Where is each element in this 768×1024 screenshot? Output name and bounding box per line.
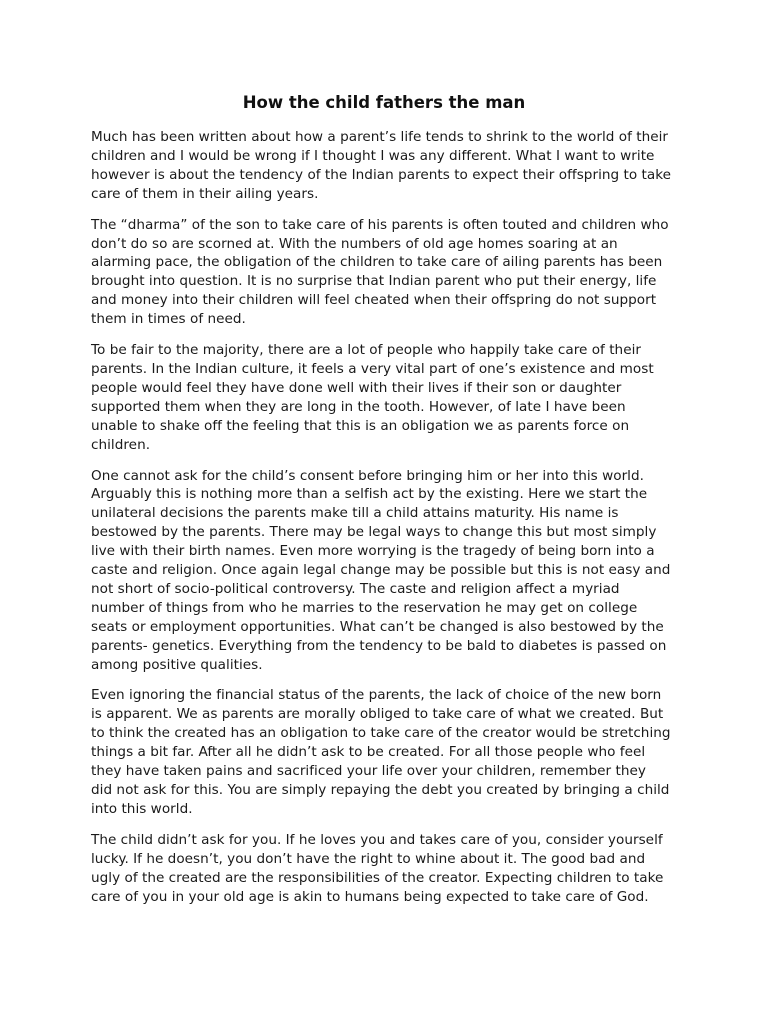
text-line: to think the created has an obligation to take care of the creator would be stretching: [91, 725, 671, 742]
text-line: parents. In the Indian culture, it feels a very vital part of one’s existence and most: [91, 360, 654, 377]
text-line: caste and religion. Once again legal change may be possible but this is not easy and: [91, 562, 671, 579]
text-line: Much has been written about how a parent’s life tends to shrink to the world of their: [91, 129, 669, 145]
text-line: people would feel they have done well with their lives if their son or daughter: [91, 379, 622, 396]
text-line: don’t do so are scorned at. With the numbers of old age homes soaring at an: [91, 235, 618, 252]
text-line: children and I would be wrong if I thought I was any different. What I want to write: [91, 147, 655, 164]
text-line: To be fair to the majority, there are a lot of people who happily take care of their: [91, 342, 641, 359]
text-line: care of them in their ailing years.: [91, 185, 319, 202]
text-line: bestowed by the parents. There may be legal ways to change this but most simply: [91, 524, 657, 541]
text-line: One cannot ask for the child’s consent before bringing him or her into this world.: [91, 467, 644, 484]
paragraph-5: [91, 686, 691, 818]
text-line: unable to shake off the feeling that this is an obligation we as parents force on: [91, 417, 630, 434]
text-line: supported them when they are long in the tooth. However, of late I have been: [91, 398, 626, 415]
text-line: is apparent. We as parents are morally obliged to take care of what we created. But: [91, 706, 664, 723]
document-body: [91, 128, 691, 918]
text-line: children.: [91, 436, 151, 453]
paragraph-6: [91, 831, 691, 907]
text-line: unilateral decisions the parents make till a child attains maturity. His name is: [91, 505, 619, 522]
document-title: How the child fathers the man: [242, 93, 526, 112]
text-line: they have taken pains and sacrificed your life over your children, remember they: [91, 763, 646, 780]
paragraph-2: [91, 216, 691, 329]
text-line: alarming pace, the obligation of the children to take care of ailing parents has been: [91, 254, 663, 271]
text-line: The “dharma” of the son to take care of his parents is often touted and children who: [91, 216, 669, 233]
text-line: into this world.: [91, 800, 193, 817]
text-line: ugly of the created are the responsibilities of the creator. Expecting children to take: [91, 869, 664, 886]
text-line: however is about the tendency of the Indian parents to expect their offspring to take: [91, 166, 672, 183]
text-line: care of you in your old age is akin to humans being expected to take care of God.: [91, 888, 649, 905]
text-line: not short of socio-political controversy. The caste and religion affect a myriad: [91, 580, 620, 597]
text-line: brought into question. It is no surprise that Indian parent who put their energy, life: [91, 273, 657, 290]
text-line: lucky. If he doesn’t, you don’t have the right to whine about it. The good bad and: [91, 850, 646, 867]
text-line: The child didn’t ask for you. If he loves you and takes care of you, consider yourself: [91, 831, 663, 848]
text-line: them in times of need.: [91, 311, 246, 328]
text-line: parents- genetics. Everything from the tendency to be bald to diabetes is passed on: [91, 637, 667, 654]
text-line: and money into their children will feel cheated when their offspring do not support: [91, 292, 657, 309]
text-line: among positive qualities.: [91, 656, 263, 673]
text-line: live with their birth names. Even more worrying is the tragedy of being born into a: [91, 543, 655, 560]
text-line: things a bit far. After all he didn’t ask to be created. For all those people who feel: [91, 744, 646, 761]
text-line: Arguably this is nothing more than a selfish act by the existing. Here we start the: [91, 486, 648, 503]
text-line: Even ignoring the financial status of the parents, the lack of choice of the new born: [91, 687, 662, 704]
text-line: number of things from who he marries to the reservation he may get on college: [91, 599, 638, 616]
text-line: seats or employment opportunities. What can’t be changed is also bestowed by the: [91, 618, 664, 635]
paragraph-1: [91, 128, 691, 204]
text-line: did not ask for this. You are simply repaying the debt you created by bringing a child: [91, 782, 670, 798]
paragraph-4: [91, 467, 691, 675]
paragraph-3: [91, 341, 691, 454]
